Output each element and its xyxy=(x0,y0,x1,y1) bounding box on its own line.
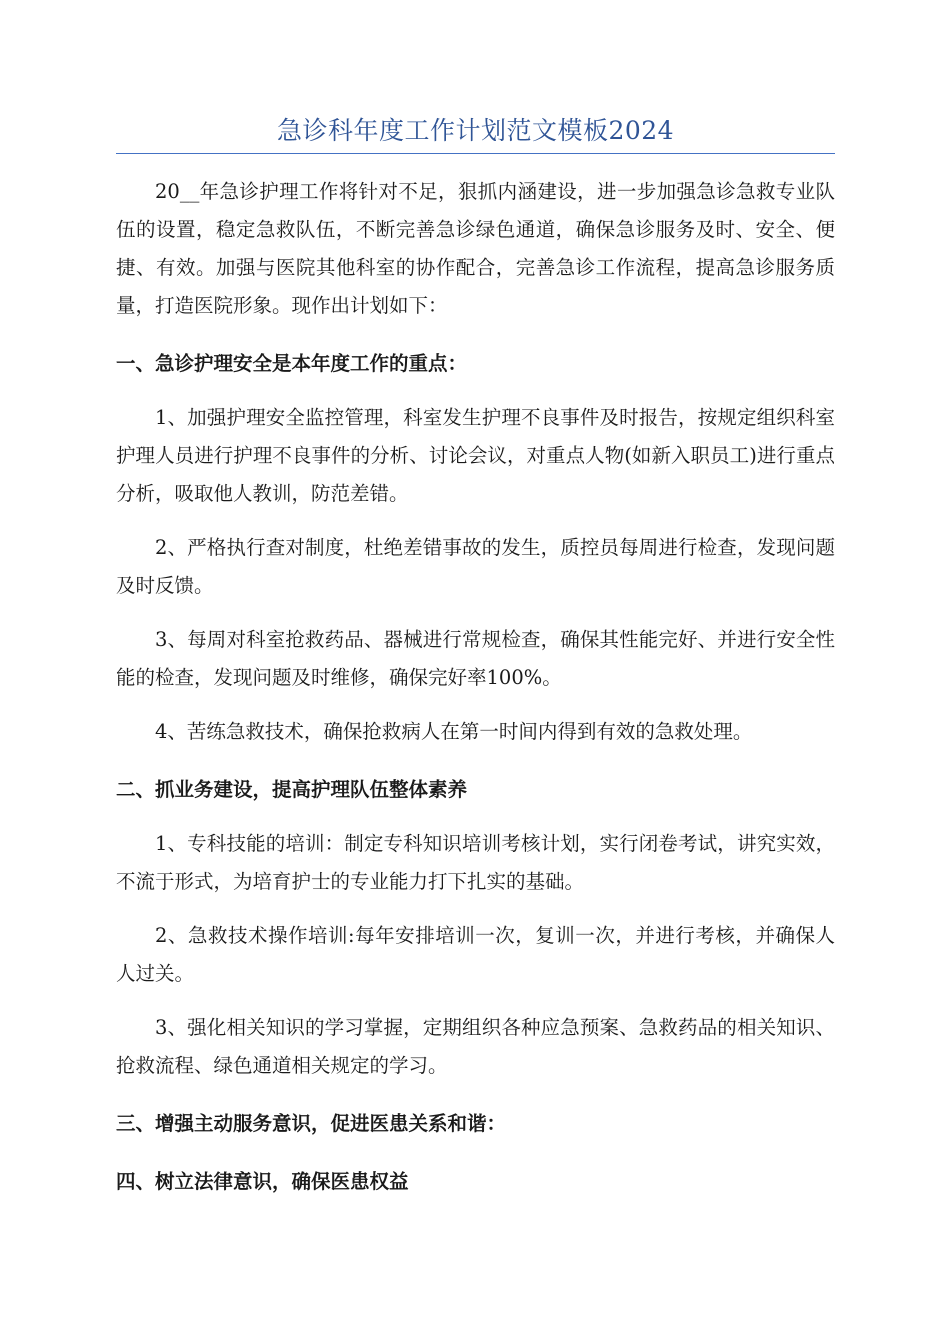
section-1-item-2: 2、严格执行查对制度，杜绝差错事故的发生，质控员每周进行检查，发现问题及时反馈。 xyxy=(116,536,835,597)
section-2-item-1: 1、专科技能的培训：制定专科知识培训考核计划，实行闭卷考试，讲究实效，不流于形式，为培育护士的专业能力打下扎实的基础。 xyxy=(116,832,835,893)
document-body xyxy=(116,173,835,1201)
intro-paragraph: 20__年急诊护理工作将针对不足，狠抓内涵建设，进一步加强急诊急救专业队伍的设置，稳定急救队伍，不断完善急诊绿色通道，确保急诊服务及时、安全、便捷、有效。加强与医院其他科室的协作配合，完善急诊工作流程，提高急诊服务质量，打造医院形象。现作出计划如下： xyxy=(116,180,835,317)
section-heading-3: 三、增强主动服务意识，促进医患关系和谐： xyxy=(116,1112,507,1135)
title-underline xyxy=(116,153,835,154)
section-2-item-2: 2、急救技术操作培训:每年安排培训一次，复训一次，并进行考核，并确保人人过关。 xyxy=(116,924,835,985)
document-title: 急诊科年度工作计划范文模板2024 xyxy=(276,116,675,145)
section-1-item-1: 1、加强护理安全监控管理，科室发生护理不良事件及时报告，按规定组织科室护理人员进行护理不良事件的分析、讨论会议，对重点人物(如新入职员工)进行重点分析，吸取他人教训，防范差错。 xyxy=(116,406,835,505)
section-2-item-3: 3、强化相关知识的学习掌握，定期组织各种应急预案、急救药品的相关知识、抢救流程、绿色通道相关规定的学习。 xyxy=(116,1016,835,1077)
section-1-item-3: 3、每周对科室抢救药品、器械进行常规检查，确保其性能完好、并进行安全性能的检查，发现问题及时维修，确保完好率100%。 xyxy=(116,628,835,689)
section-heading-2: 二、抓业务建设，提高护理队伍整体素养 xyxy=(116,778,468,801)
section-heading-4: 四、树立法律意识，确保医患权益 xyxy=(116,1170,409,1193)
section-heading-1: 一、急诊护理安全是本年度工作的重点： xyxy=(116,352,468,375)
section-1-item-4: 4、苦练急救技术，确保抢救病人在第一时间内得到有效的急救处理。 xyxy=(155,720,753,743)
